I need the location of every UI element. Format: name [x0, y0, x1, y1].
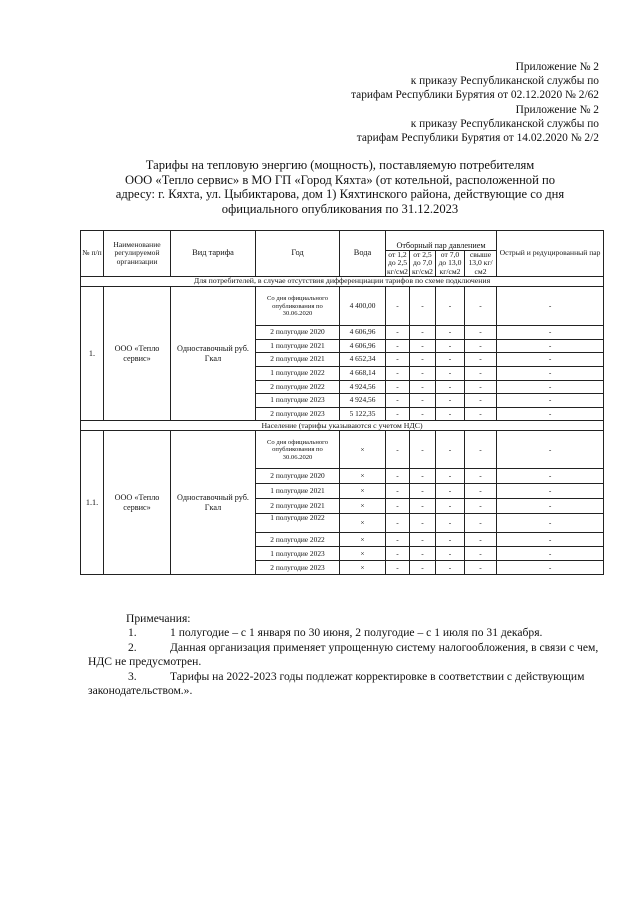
period-cell: 2 полугодие 2022	[256, 380, 340, 394]
period-cell: 1 полугодие 2023	[256, 394, 340, 408]
row-num: 1.	[81, 287, 104, 421]
period-cell: 2 полугодие 2020	[256, 469, 340, 484]
sharp-steam-value: -	[497, 380, 604, 394]
water-value: ×	[340, 484, 386, 499]
header-steam-4: свыше 13,0 кг/см2	[465, 251, 497, 277]
steam-1-value: -	[386, 561, 410, 575]
period-cell: Со дня официального опубликования по 30.06.2020	[256, 431, 340, 469]
steam-2-value: -	[410, 367, 436, 381]
steam-3-value: -	[436, 394, 465, 408]
steam-4-value: -	[465, 407, 497, 421]
steam-1-value: -	[386, 499, 410, 514]
steam-1-value: -	[386, 367, 410, 381]
steam-1-value: -	[386, 339, 410, 353]
tariff-type: Одноставочный руб. Гкал	[171, 431, 256, 575]
steam-2-value: -	[410, 499, 436, 514]
steam-4-value: -	[465, 561, 497, 575]
steam-3-value: -	[436, 514, 465, 533]
period-cell: 1 полугодие 2022	[256, 514, 340, 533]
steam-3-value: -	[436, 380, 465, 394]
steam-1-value: -	[386, 407, 410, 421]
sharp-steam-value: -	[497, 484, 604, 499]
steam-2-value: -	[410, 407, 436, 421]
steam-4-value: -	[465, 547, 497, 561]
note-text: Тарифы на 2022-2023 годы подлежат корректировке в соответствии с действующим законодательством.».	[88, 669, 585, 698]
water-value: ×	[340, 469, 386, 484]
header-steam-1: от 1,2 до 2,5 кг/см2	[387, 250, 408, 276]
steam-1-value: -	[386, 326, 410, 340]
sharp-steam-value: -	[497, 514, 604, 533]
steam-3-value: -	[436, 326, 465, 340]
sharp-steam-value: -	[497, 547, 604, 561]
steam-4-value: -	[465, 339, 497, 353]
steam-4-value: -	[465, 469, 497, 484]
steam-2-value: -	[410, 514, 436, 533]
period-cell: 2 полугодие 2020	[256, 326, 340, 340]
note-item	[88, 626, 603, 640]
steam-3-value: -	[436, 561, 465, 575]
appendix-header	[299, 60, 599, 145]
note-number: 2.	[128, 640, 137, 654]
steam-1-value: -	[386, 431, 410, 469]
water-value: ×	[340, 561, 386, 575]
water-value: ×	[340, 547, 386, 561]
title-line: официального опубликования по 31.12.2023	[221, 201, 459, 216]
steam-4-value: -	[465, 533, 497, 547]
water-value: ×	[340, 533, 386, 547]
steam-2-value: -	[410, 339, 436, 353]
note-number: 3.	[128, 669, 137, 683]
steam-1-value: -	[386, 533, 410, 547]
steam-3-value: -	[436, 367, 465, 381]
water-value: 4 606,96	[340, 339, 386, 353]
note-item	[88, 641, 603, 670]
appendix-line: тарифам Республики Бурятия от 02.12.2020 № 2/62	[351, 89, 599, 102]
org-name: ООО «Тепло сервис»	[104, 431, 171, 575]
appendix-line: Приложение № 2	[515, 103, 599, 116]
header-sharp-steam: Острый и редуцированный пар	[497, 231, 604, 277]
title-line: адресу: г. Кяхта, ул. Цыбиктарова, дом 1) Кяхтинского района, действующие со дня	[115, 187, 565, 202]
steam-2-value: -	[410, 469, 436, 484]
header-water: Вода	[340, 231, 386, 277]
steam-1-value: -	[386, 469, 410, 484]
water-value: 4 400,00	[340, 287, 386, 326]
header-steam-3: от 7,0 до 13,0 кг/см2	[436, 251, 465, 277]
water-value: 4 652,34	[340, 353, 386, 367]
steam-1-value: -	[386, 547, 410, 561]
steam-1-value: -	[386, 353, 410, 367]
note-item	[88, 670, 603, 699]
steam-2-value: -	[410, 533, 436, 547]
steam-4-value: -	[465, 514, 497, 533]
steam-1-value: -	[386, 484, 410, 499]
steam-4-value: -	[465, 484, 497, 499]
sharp-steam-value: -	[497, 326, 604, 340]
steam-3-value: -	[436, 353, 465, 367]
header-steam-group: Отборный пар давлением	[386, 231, 497, 251]
period-cell: 1 полугодие 2021	[256, 339, 340, 353]
water-value: ×	[340, 431, 386, 469]
period-cell: 1 полугодие 2021	[256, 484, 340, 499]
note-text: 1 полугодие – с 1 января по 30 июня, 2 полугодие – с 1 июля по 31 декабря.	[170, 626, 543, 640]
steam-2-value: -	[410, 394, 436, 408]
steam-3-value: -	[436, 339, 465, 353]
period-cell: 2 полугодие 2023	[256, 407, 340, 421]
steam-4-value: -	[465, 353, 497, 367]
steam-4-value: -	[465, 499, 497, 514]
period-cell: 2 полугодие 2021	[256, 353, 340, 367]
steam-2-value: -	[410, 326, 436, 340]
steam-1-value: -	[386, 287, 410, 326]
section-title: Население (тарифы указываются с учетом НДС)	[81, 421, 604, 431]
sharp-steam-value: -	[497, 407, 604, 421]
steam-4-value: -	[465, 394, 497, 408]
steam-2-value: -	[410, 380, 436, 394]
steam-3-value: -	[436, 407, 465, 421]
sharp-steam-value: -	[497, 367, 604, 381]
steam-2-value: -	[410, 484, 436, 499]
steam-3-value: -	[436, 469, 465, 484]
steam-3-value: -	[436, 287, 465, 326]
header-num: № п/п	[81, 231, 104, 277]
steam-1-value: -	[386, 380, 410, 394]
steam-2-value: -	[410, 353, 436, 367]
notes-section	[88, 612, 603, 698]
steam-3-value: -	[436, 484, 465, 499]
water-value: 4 606,96	[340, 326, 386, 340]
sharp-steam-value: -	[497, 339, 604, 353]
sharp-steam-value: -	[497, 287, 604, 326]
steam-3-value: -	[436, 431, 465, 469]
sharp-steam-value: -	[497, 561, 604, 575]
steam-4-value: -	[465, 326, 497, 340]
appendix-line: тарифам Республики Бурятия от 14.02.2020 № 2/2	[356, 132, 599, 145]
steam-2-value: -	[410, 561, 436, 575]
water-value: 5 122,35	[340, 407, 386, 421]
tariff-table	[80, 230, 604, 575]
header-year: Год	[256, 231, 340, 277]
period-cell: 2 полугодие 2022	[256, 533, 340, 547]
appendix-line: к приказу Республиканской службы по	[410, 75, 599, 88]
header-org: Наименование регулируемой организации	[104, 231, 171, 277]
period-cell: Со дня официального опубликования по 30.06.2020	[256, 287, 340, 326]
document-title	[90, 158, 590, 216]
notes-heading: Примечания:	[126, 612, 191, 625]
water-value: 4 668,14	[340, 367, 386, 381]
steam-4-value: -	[465, 431, 497, 469]
period-cell: 2 полугодие 2023	[256, 561, 340, 575]
period-cell: 1 полугодие 2023	[256, 547, 340, 561]
appendix-line: Приложение № 2	[515, 61, 599, 73]
steam-3-value: -	[436, 499, 465, 514]
water-value: 4 924,56	[340, 380, 386, 394]
steam-4-value: -	[465, 367, 497, 381]
period-cell: 1 полугодие 2022	[256, 367, 340, 381]
tariff-type: Одноставочный руб. Гкал	[171, 287, 256, 421]
org-name: ООО «Тепло сервис»	[104, 287, 171, 421]
water-value: 4 924,56	[340, 394, 386, 408]
title-line: ООО «Тепло сервис» в МО ГП «Город Кяхта» (от котельной, расположенной по	[124, 172, 556, 187]
table-row	[81, 287, 604, 326]
steam-2-value: -	[410, 547, 436, 561]
steam-4-value: -	[465, 287, 497, 326]
steam-3-value: -	[436, 533, 465, 547]
water-value: ×	[340, 514, 386, 533]
sharp-steam-value: -	[497, 353, 604, 367]
header-steam-2: от 2,5 до 7,0 кг/см2	[410, 251, 436, 277]
table-row	[81, 431, 604, 469]
note-text: Данная организация применяет упрощенную систему налогообложения, в связи с чем, НДС не предусмотрен.	[88, 640, 599, 669]
note-number: 1.	[128, 626, 137, 640]
steam-1-value: -	[386, 514, 410, 533]
row-num: 1.1.	[81, 431, 104, 575]
steam-2-value: -	[410, 287, 436, 326]
sharp-steam-value: -	[497, 469, 604, 484]
steam-4-value: -	[465, 380, 497, 394]
section-title: Для потребителей, в случае отсутствия дифференциации тарифов по схеме подключения	[81, 277, 604, 287]
steam-2-value: -	[410, 431, 436, 469]
header-tariff-type: Вид тарифа	[171, 231, 256, 277]
period-cell: 2 полугодие 2021	[256, 499, 340, 514]
sharp-steam-value: -	[497, 431, 604, 469]
water-value: ×	[340, 499, 386, 514]
steam-1-value: -	[386, 394, 410, 408]
sharp-steam-value: -	[497, 533, 604, 547]
steam-3-value: -	[436, 547, 465, 561]
title-line: Тарифы на тепловую энергию (мощность), поставляемую потребителям	[145, 158, 535, 172]
appendix-line: к приказу Республиканской службы по	[410, 117, 599, 130]
sharp-steam-value: -	[497, 394, 604, 408]
sharp-steam-value: -	[497, 499, 604, 514]
